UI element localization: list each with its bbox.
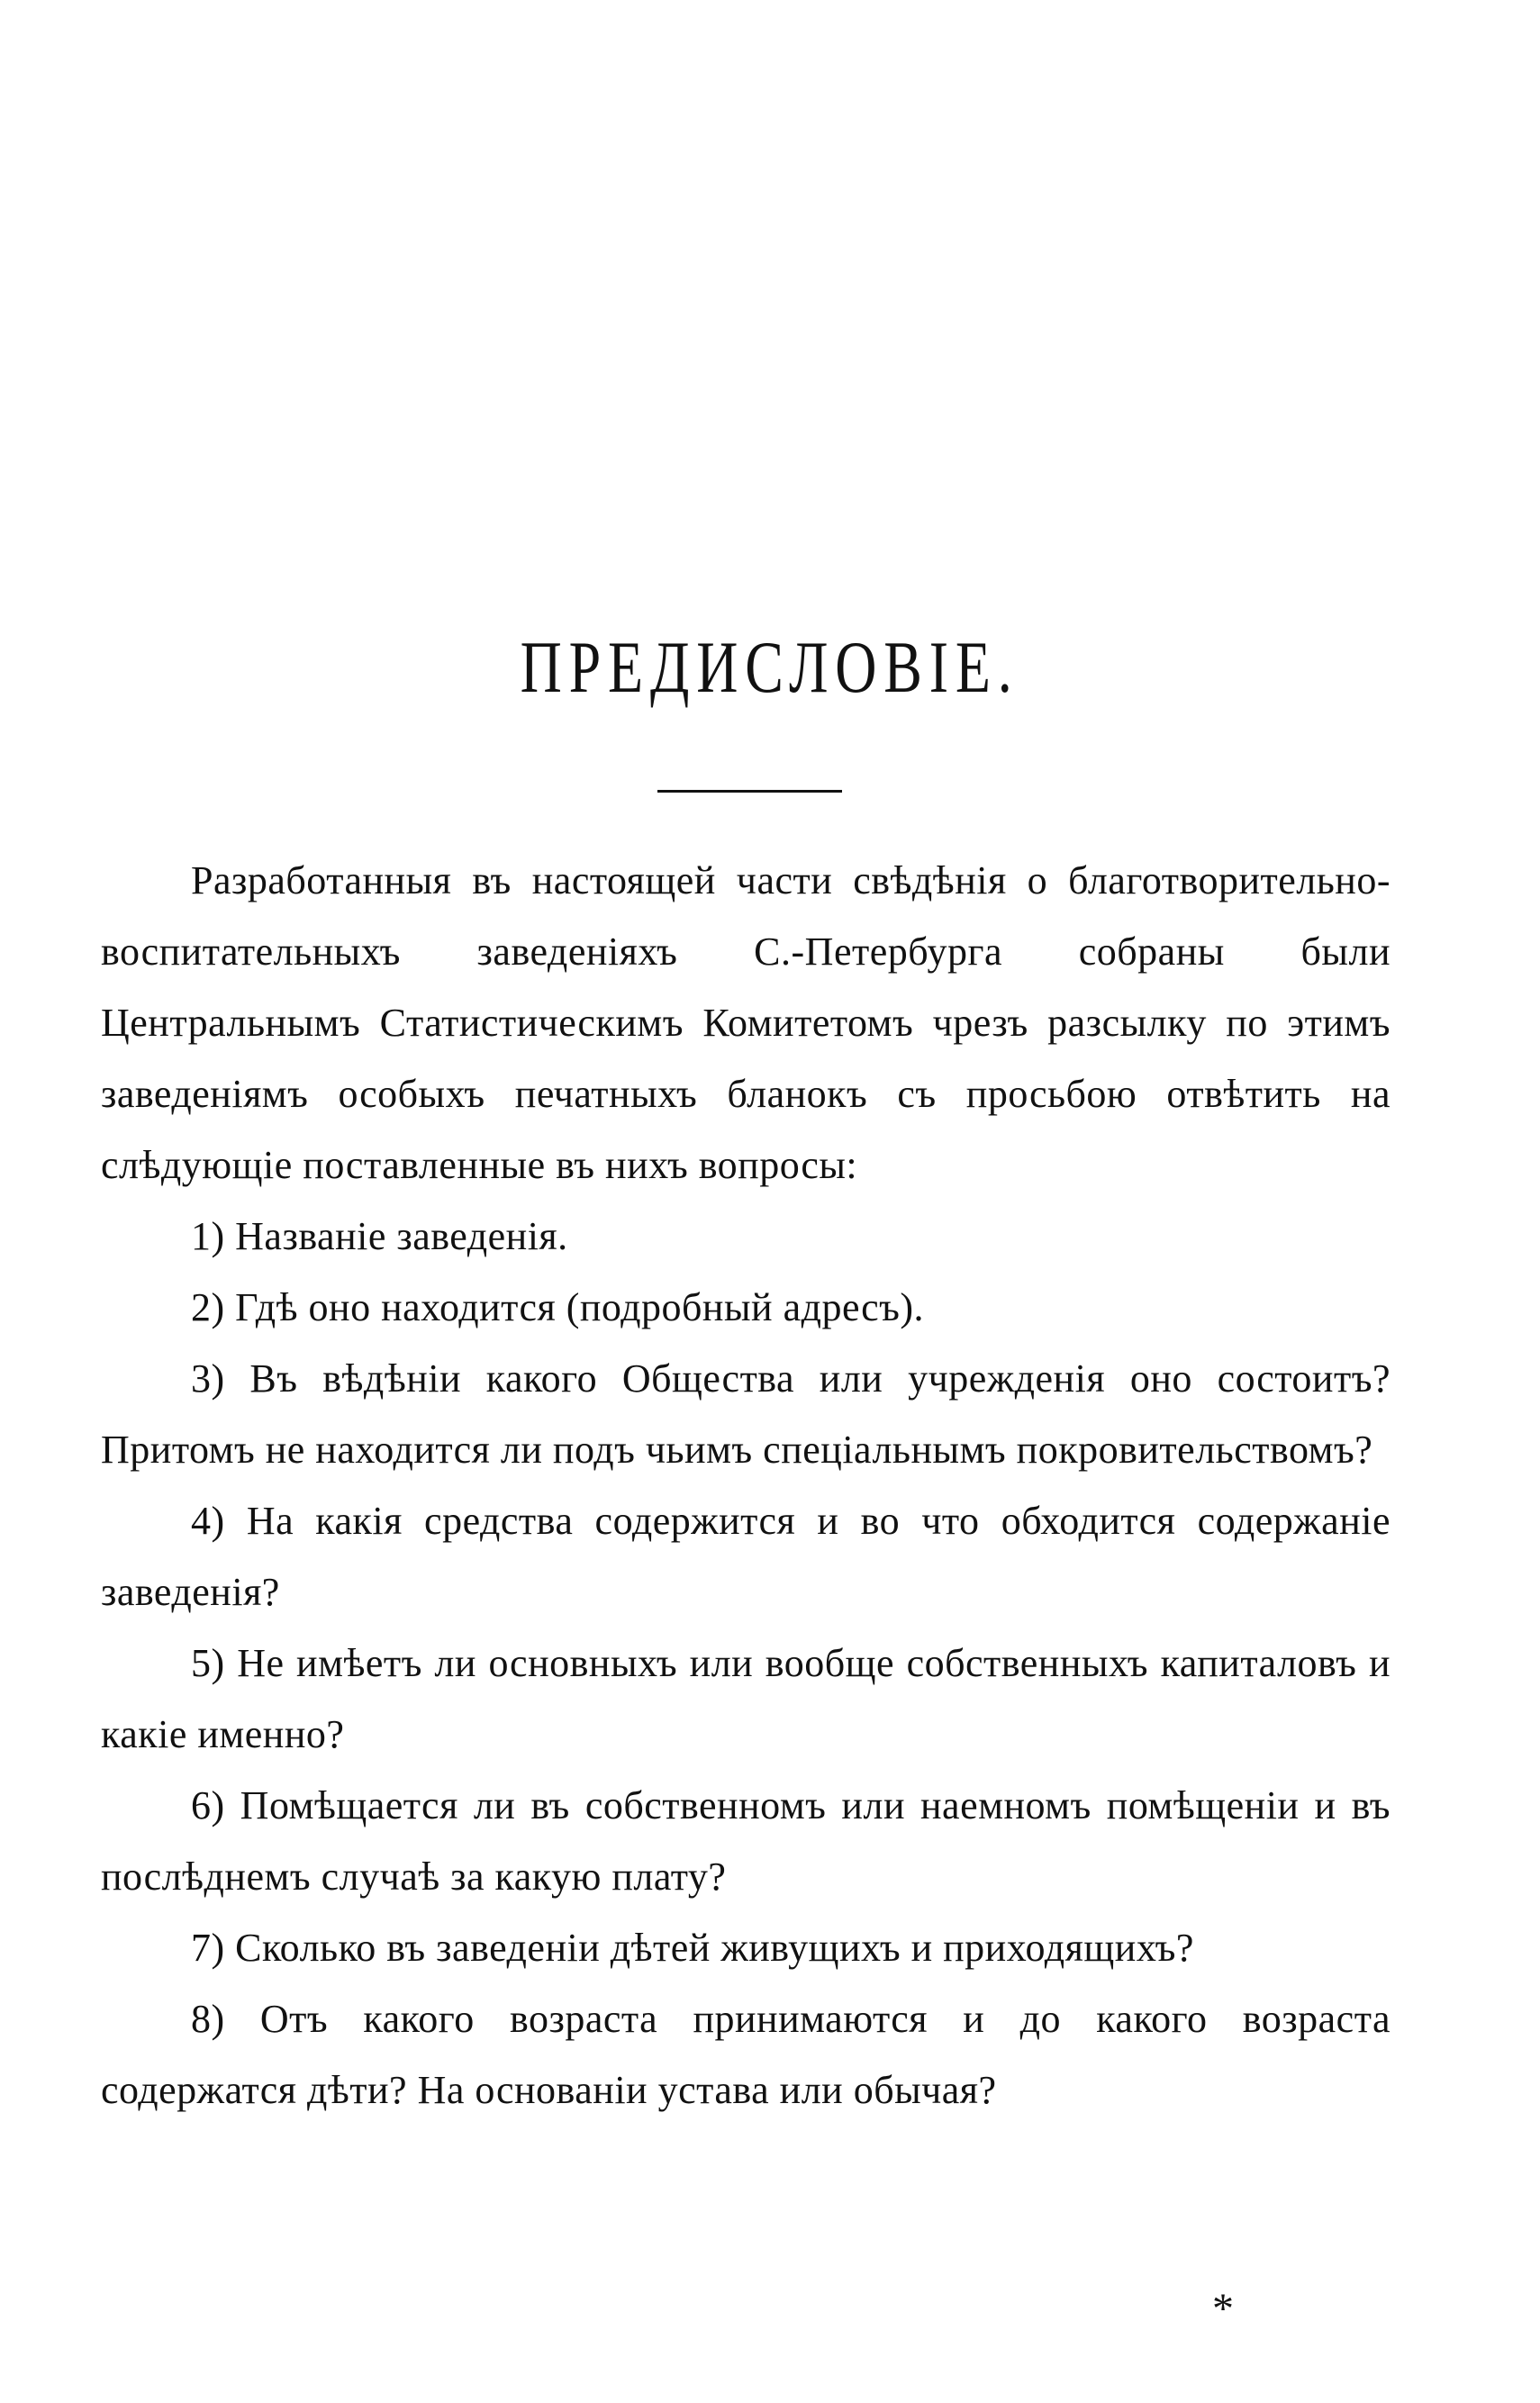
question-item: 4) На какія средства содержится и во что обходится содержаніе заведенія? <box>101 1499 1391 1614</box>
intro-paragraph: Разработанныя въ настоящей части свѣдѣнія о благотворительно-воспитательныхъ заведеніяхъ С.-Петербурга собраны были Центральнымъ Статистическимъ Комитетомъ чрезъ разсылку по этимъ заведеніямъ особыхъ печатныхъ бланокъ съ просьбою отвѣтить на слѣдующіе поставленные въ нихъ вопросы: <box>101 858 1391 1187</box>
question-item: 7) Сколько въ заведеніи дѣтей живущихъ и приходящихъ? <box>191 1926 1194 1970</box>
document-body <box>101 845 1391 2126</box>
question-item: 3) Въ вѣдѣніи какого Общества или учрежденія оно состоитъ? Притомъ не находится ли подъ чьимъ спеціальнымъ покровительствомъ? <box>101 1356 1391 1472</box>
question-item: 6) Помѣщается ли въ собственномъ или наемномъ помѣщеніи и въ послѣднемъ случаѣ за какую плату? <box>101 1783 1391 1899</box>
page-title: ПРЕДИСЛОВІЕ. <box>520 626 1019 708</box>
signature-mark: * <box>1212 2285 1234 2333</box>
question-item: 1) Названіе заведенія. <box>191 1214 568 1258</box>
question-item: 8) Отъ какого возраста принимаются и до какого возраста содержатся дѣти? На основаніи устава или обычая? <box>101 1997 1391 2112</box>
question-item: 2) Гдѣ оно находится (подробный адресъ). <box>191 1285 925 1329</box>
question-item: 5) Не имѣетъ ли основныхъ или вообще собственныхъ капиталовъ и какіе именно? <box>101 1641 1391 1756</box>
title-divider <box>657 790 842 793</box>
